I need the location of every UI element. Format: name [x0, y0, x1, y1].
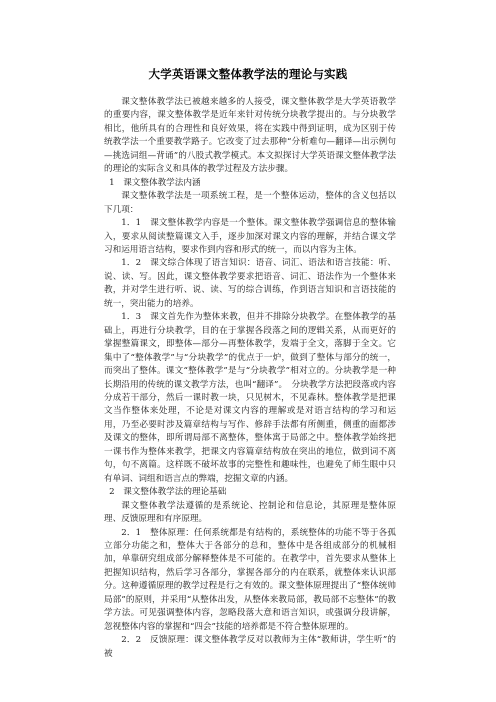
paragraph: 课文整体教学法遵循的是系统论、控制论和信息论，其原理是整体原理、反馈原理和有序原理。 [104, 500, 396, 525]
paragraph: 1．3 课文首先作为整体来教，但并不排除分块教学。在整体教学的基础上，再进行分块教学，目的在于掌握各段落之间的逻辑关系，从而更好的掌握整篇课文，即整体—部分—再整体教学，发端于全文，落脚于全文。它集中了“整体教学”与“分块教学”的优点于一炉，做到了整体与部分的统一，而突出了整体。课文“整体教学”是与“分块教学”相对立的。分块教学是一种长期沿用的传统的课文教学方法，也叫“翻译”。 分块教学方法把段落或内容分成若干部分，然后一课时教一块，只见树木，不见森林。整体教学是把课文当作整体来处理，不论是对课文内容的理解或是对语言结构的学习和运用，乃至必要时涉及篇章结构与写作、修辞手法都有所侧重，侧重的面都涉及课文的整体，即所谓局部不离整体，整体寓于局部之中。整体教学始终把一课书作为整体来教学，把课文内容篇章结构放在突出的地位，做到词不离句，句不离篇。这样既不破坏故事的完整性和趣味性，也避免了师生眼中只有单词、词组和语言点的弊端，挖掘文章的内涵。 [104, 312, 396, 484]
section-heading: 2 课文整体教学法的理论基础 [109, 487, 227, 498]
paragraph: 2．1 整体原理：任何系统都是有结构的，系统整体的功能不等于各孤立部分功能之和，整体大于各部分的总和，整体中是各组成部分的机械相加，单靠研究组成部分解释整体是不可能的。在教学中，首先要求从整体上把握知识结构，然后学习各部分，掌握各部分的内在联系，就整体来认识部分。这种遵循原理的教学过程是行之有效的。课文整体原理提出了“整体统帅局部”的原则，并采用“从整体出发，从整体来教局部，教局部不忘整体”的教学方法。可见强调整体内容，忽略段落大意和语言知识，或强调分段讲解，忽视整体内容的掌握和“四会”技能的培养都是不符合整体原理的。 [104, 527, 396, 632]
paragraph: 2．2 反馈原理：课文整体教学反对以教师为主体“教师讲，学生听”的被 [104, 635, 396, 659]
paragraph: 1．2 课文综合体现了语言知识：语音、词汇、语法和语言技能：听、说、读、写。因此，课文整体教学要求把语音、词汇、语法作为一个整体来教，并对学生进行听、说、读、写的综合训练，作到语言知识和言语技能的统一，突出能力的培养。 [104, 258, 396, 309]
paragraph: 课文整体教学法是一项系统工程，是一个整体运动，整体的含义包括以下几项： [104, 191, 396, 215]
section-heading: 1 课文整体教学法内涵 [109, 177, 201, 188]
paragraph: 1．1 课文整体教学内容是一个整体。课文整体教学强调信息的整体输入，要求从阅读整篇课文入手，逐步加深对课文内容的理解，并结合课文学习和运用语言结构，要求作到内容和形式的统一，而以内容为主体。 [104, 218, 396, 255]
paper-title: 大学英语课文整体教学法的理论与实践 [148, 67, 348, 81]
paragraph: 课文整体教学法已被越来越多的人接受，课文整体教学是大学英语教学的重要内容，课文整体教学是近年来针对传统分块教学提出的。与分块教学相比，他所具有的合理性和良好效果，将在实践中得到证明，成为区别于传统教学法一个重要教学路子。它改变了过去那种“分析难句—翻译—出示例句—挑选词组—背诵”的八股式教学模式。本文拟探讨大学英语课文整体教学法的理论的实际含义和具体的教学过程及方法步骤。 [104, 97, 396, 175]
article-body [104, 96, 396, 661]
